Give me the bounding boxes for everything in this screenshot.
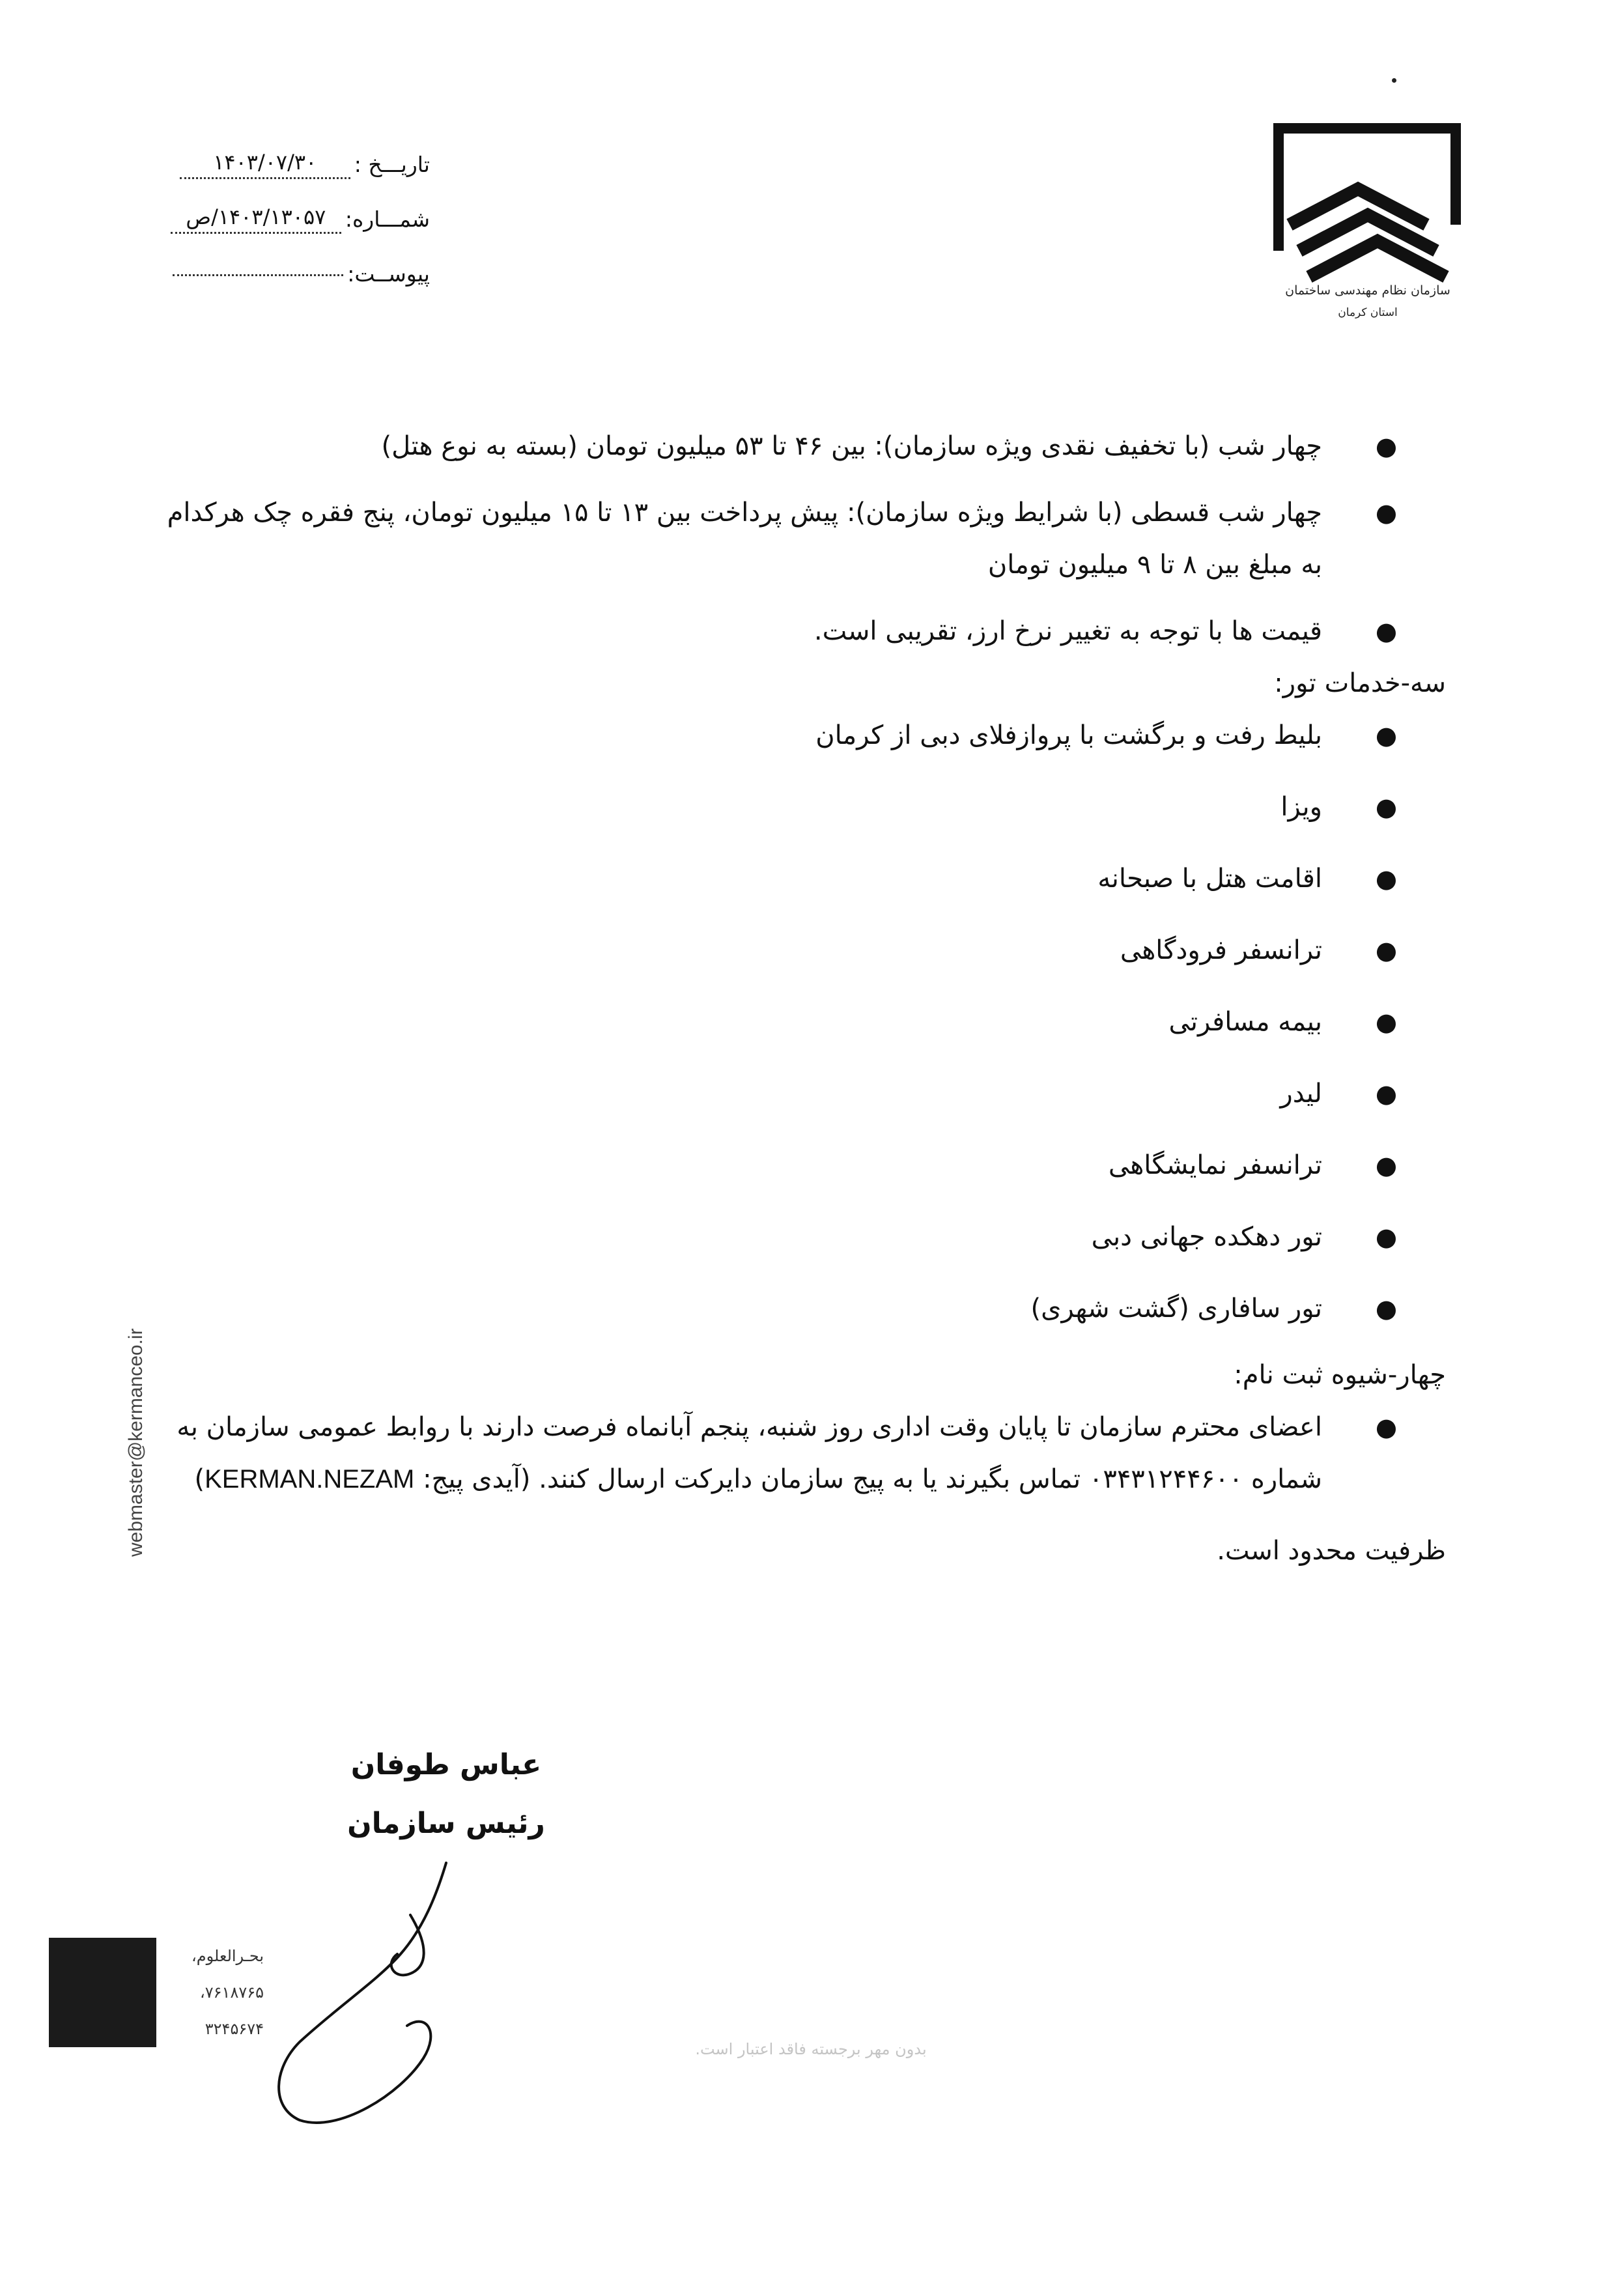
bullet-icon: ● [1375,936,1397,965]
letter-body [150,420,1446,1577]
bullet-icon: ● [1375,1223,1397,1251]
handwritten-signature [261,1856,482,2130]
service-item-text: اقامت هتل با صبحانه [1097,864,1322,894]
spacer [150,1505,1446,1525]
bullet-icon: ● [1375,617,1397,645]
service-item-text: تور سافاری (گشت شهری) [1030,1294,1322,1324]
capacity-note: ظرفیت محدود است. [1217,1536,1446,1566]
bullet-icon: ● [1375,721,1397,750]
attachment-row [117,246,430,301]
seal-note: بدون مهر برجسته فاقد اعتبار است. [695,2040,927,2058]
list-item [150,605,1446,657]
list-item [150,996,1446,1048]
spacer [150,1048,1446,1068]
spacer [150,1335,1446,1349]
signature-block [339,1736,554,1853]
side-email: webmaster@kermanceo.ir [125,1328,147,1557]
org-logo-icon [1273,120,1462,283]
services-heading: سه-خدمات تور: [1274,668,1446,698]
list-item [150,781,1446,833]
date-label: تاریـــخ : [354,151,430,177]
stamp-line: ۷۶۱۸۷۶۵، [200,1983,264,2002]
letter-meta [117,137,430,301]
list-item [150,1283,1446,1335]
list-item [150,1139,1446,1191]
stamp-text [163,1938,264,2047]
service-item-text: تور دهکده جهانی دبی [1091,1222,1322,1252]
service-item-text: ترانسفر فرودگاهی [1120,935,1322,965]
org-name: سازمان نظام مهندسی ساختمان [1285,283,1450,298]
spacer [150,1191,1446,1211]
list-item [150,709,1446,761]
bullet-icon: ● [1375,793,1397,821]
number-label: شمـــاره: [345,206,430,232]
bullet-icon: ● [1375,864,1397,893]
spacer [150,472,1446,487]
date-value: ۱۴۰۳/۰۷/۳۰ [180,150,350,179]
attachment-label: پیوســت: [347,261,430,287]
bullet-icon: ● [1375,1151,1397,1180]
date-row [117,137,430,191]
services-list [150,709,1446,1335]
list-item [150,853,1446,905]
attachment-value [173,272,343,276]
list-item [150,1401,1446,1505]
list-item [150,1211,1446,1263]
bullet-icon: ● [1375,498,1397,527]
number-value: ۱۴۰۳/۱۳۰۵۷/ص [171,205,341,234]
bullet-icon: ● [1375,432,1397,461]
stamp-box [49,1938,156,2047]
list-item [150,420,1446,472]
registration-heading: چهار-شیوه ثبت نام: [1234,1360,1446,1390]
registration-text-end: ) [194,1464,205,1494]
bullet-icon: ● [1375,1413,1397,1441]
org-logo [1273,120,1462,335]
signer-name: عباس طوفان [350,1748,542,1781]
bullet-icon: ● [1375,1079,1397,1108]
spacer [150,761,1446,781]
registration-text: اعضای محترم سازمان تا پایان وقت اداری روز شنبه، پنجم آبانماه فرصت دارند با روابط عمومی سازمان به شماره ۰۳۴۳۱۲۴۴۶۰۰ تماس بگیرند یا به پیج سازمان دایرکت ارسال کنند. (آیدی پیج: [177,1412,1322,1494]
bullet-icon: ● [1375,1294,1397,1323]
page-id: KERMAN.NEZAM [205,1465,415,1494]
stamp-line: بحـرالعلوم، [191,1947,264,1965]
price-list [150,420,1446,657]
stamp-line: ۳۲۴۵۶۷۴ [205,2020,264,2038]
spacer [150,905,1446,924]
spacer [150,976,1446,996]
list-item [150,487,1446,591]
spacer [150,591,1446,605]
org-province: استان کرمان [1338,306,1398,319]
spacer [150,1120,1446,1139]
price-item-text: چهار شب (با تخفیف نقدی ویژه سازمان): بین ۴۶ تا ۵۳ میلیون تومان (بسته به نوع هتل) [381,431,1322,461]
number-row [117,191,430,246]
service-item-text: ویزا [1280,792,1322,822]
spacer [150,1263,1446,1283]
signer-title: رئیس سازمان [347,1807,545,1840]
registration-list [150,1401,1446,1505]
service-item-text: بلیط رفت و برگشت با پروازفلای دبی از کرمان [815,720,1322,750]
service-item-text: بیمه مسافرتی [1168,1007,1322,1037]
bullet-icon: ● [1375,1008,1397,1036]
list-item [150,1068,1446,1120]
spacer [150,833,1446,853]
service-item-text: ترانسفر نمایشگاهی [1108,1150,1322,1180]
list-item [150,924,1446,976]
price-item-text: چهار شب قسطی (با شرایط ویژه سازمان): پیش پرداخت بین ۱۳ تا ۱۵ میلیون تومان، پنج فقره چک هرکدام به مبلغ بین ۸ تا ۹ میلیون تومان [167,498,1322,580]
price-item-text: قیمت ها با توجه به تغییر نرخ ارز، تقریبی است. [813,616,1322,646]
service-item-text: لیدر [1280,1079,1322,1109]
corner-dot [1392,78,1396,83]
